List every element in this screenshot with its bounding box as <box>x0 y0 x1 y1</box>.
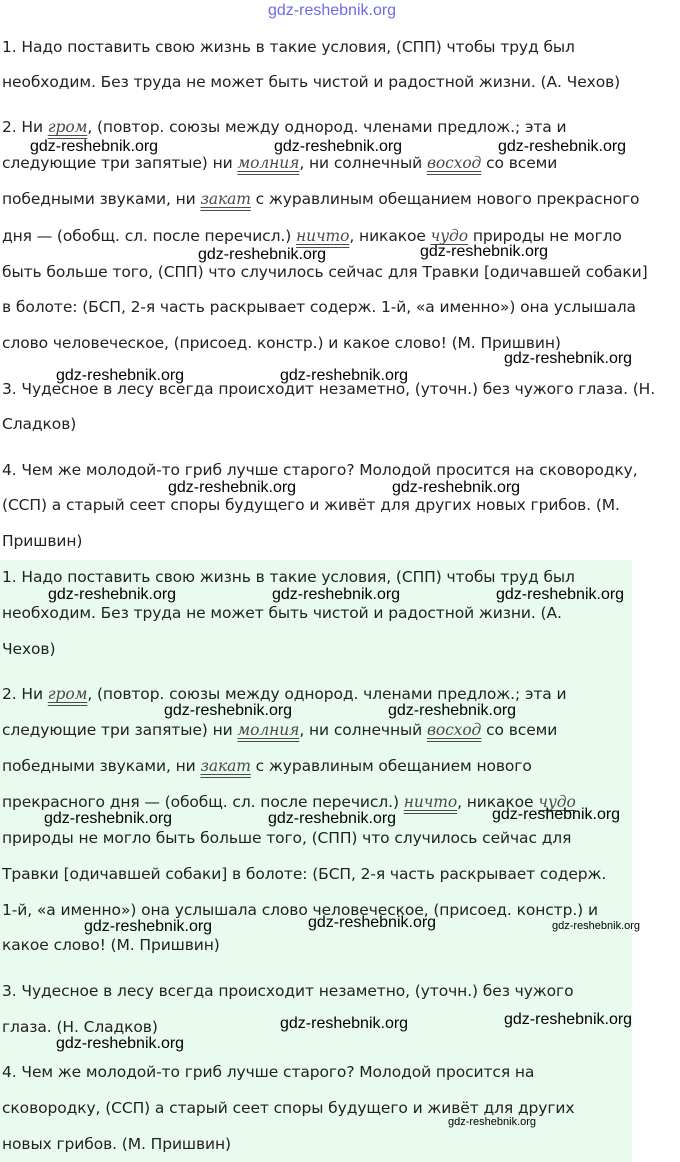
watermark: gdz-reshebnik.org <box>84 918 213 935</box>
watermark: gdz-reshebnik.org <box>448 1116 537 1128</box>
text-line: какое слово! (М. Пришвин) <box>2 936 220 954</box>
watermark: gdz-reshebnik.org <box>48 586 177 603</box>
text-line: 1-й, «а именно») она услышала слово человеческое, (присоед. констр.) и <box>2 901 598 919</box>
text-line: глаза. (Н. Сладков) <box>2 1018 158 1036</box>
text-line: 3. Чудесное в лесу всегда происходит незаметно, (уточн.) без чужого <box>2 982 574 1000</box>
text-line: новых грибов. (М. Пришвин) <box>2 1135 231 1153</box>
text-line: 2. Ни гром, (повтор. союзы между однород. членами предлож.; эта и <box>2 118 567 136</box>
text-line: 2. Ни гром, (повтор. союзы между однород. членами предлож.; эта и <box>2 685 567 703</box>
text-line: дня — (обобщ. сл. после перечисл.) ничто, никакое чудо природы не могло <box>2 227 622 245</box>
watermark: gdz-reshebnik.org <box>392 479 521 496</box>
text-line: необходим. Без труда не может быть чистой и радостной жизни. (А. Чехов) <box>2 73 621 91</box>
watermark: gdz-reshebnik.org <box>492 806 621 823</box>
watermark: gdz-reshebnik.org <box>498 138 627 155</box>
subject-word: закат <box>200 757 251 775</box>
text-line: Сладков) <box>2 415 77 433</box>
subject-word: ничто <box>403 793 458 811</box>
watermark: gdz-reshebnik.org <box>56 1035 185 1052</box>
text-line: Травки [одичавшей собаки] в болоте: (БСП, 2-я часть раскрывает содерж. <box>2 865 607 883</box>
text-line: (ССП) а старый сеет споры будущего и живёт для других новых грибов. (М. <box>2 496 620 514</box>
subject-word: гром <box>47 685 88 703</box>
watermark: gdz-reshebnik.org <box>504 1011 633 1028</box>
watermark: gdz-reshebnik.org <box>388 702 517 719</box>
subject-word: чудо <box>538 793 576 811</box>
text-line: следующие три запятые) ни молния, ни солнечный восход со всеми <box>2 154 558 172</box>
subject-word: восход <box>426 154 482 172</box>
text-line: 1. Надо поставить свою жизнь в такие условия, (СПП) чтобы труд был <box>2 568 575 586</box>
text-line: сковородку, (ССП) а старый сеет споры будущего и живёт для других <box>2 1099 575 1117</box>
text-line: победными звуками, ни закат с журавлиным обещанием нового <box>2 757 532 775</box>
subject-word: восход <box>426 721 482 739</box>
watermark: gdz-reshebnik.org <box>30 138 159 155</box>
subject-word: молния <box>237 154 300 172</box>
subject-word: гром <box>47 118 88 136</box>
subject-word: молния <box>237 721 300 739</box>
watermark: gdz-reshebnik.org <box>420 243 549 260</box>
watermark: gdz-reshebnik.org <box>274 138 403 155</box>
text-line: победными звуками, ни закат с журавлиным обещанием нового прекрасного <box>2 190 640 208</box>
watermark: gdz-reshebnik.org <box>280 367 409 384</box>
subject-word: закат <box>200 190 251 208</box>
watermark: gdz-reshebnik.org <box>168 479 297 496</box>
text-line: Чехов) <box>2 640 56 658</box>
text-line: 1. Надо поставить свою жизнь в такие условия, (СПП) чтобы труд был <box>2 38 575 56</box>
watermark: gdz-reshebnik.org <box>272 586 401 603</box>
text-line: быть больше того, (СПП) что случилось сейчас для Травки [одичавшей собаки] <box>2 263 648 281</box>
text-line: 4. Чем же молодой-то гриб лучше старого? Молодой просится на <box>2 1063 535 1081</box>
watermark: gdz-reshebnik.org <box>552 920 641 932</box>
text-line: необходим. Без труда не может быть чистой и радостной жизни. (А. <box>2 604 562 622</box>
watermark: gdz-reshebnik.org <box>268 2 397 19</box>
text-line: 4. Чем же молодой-то гриб лучше старого? Молодой просится на сковородку, <box>2 461 638 479</box>
text-line: слово человеческое, (присоед. констр.) и какое слово! (М. Пришвин) <box>2 334 561 352</box>
text-line: 3. Чудесное в лесу всегда происходит незаметно, (уточн.) без чужого глаза. (Н. <box>2 380 656 398</box>
watermark: gdz-reshebnik.org <box>280 1015 409 1032</box>
text-line: прекрасного дня — (обобщ. сл. после перечисл.) ничто, никакое чудо <box>2 793 576 811</box>
watermark: gdz-reshebnik.org <box>44 810 173 827</box>
text-line: в болоте: (БСП, 2-я часть раскрывает содерж. 1-й, «а именно») она услышала <box>2 298 636 316</box>
watermark: gdz-reshebnik.org <box>504 350 633 367</box>
watermark: gdz-reshebnik.org <box>164 702 293 719</box>
subject-word: чудо <box>430 227 469 245</box>
watermark: gdz-reshebnik.org <box>496 586 625 603</box>
watermark: gdz-reshebnik.org <box>56 367 185 384</box>
text-line: природы не могло быть больше того, (СПП) что случилось сейчас для <box>2 829 572 847</box>
subject-word: ничто <box>296 227 350 245</box>
watermark: gdz-reshebnik.org <box>198 246 327 263</box>
text-line: Пришвин) <box>2 532 83 550</box>
watermark: gdz-reshebnik.org <box>268 810 397 827</box>
watermark: gdz-reshebnik.org <box>308 914 437 931</box>
text-line: следующие три запятые) ни молния, ни солнечный восход со всеми <box>2 721 558 739</box>
